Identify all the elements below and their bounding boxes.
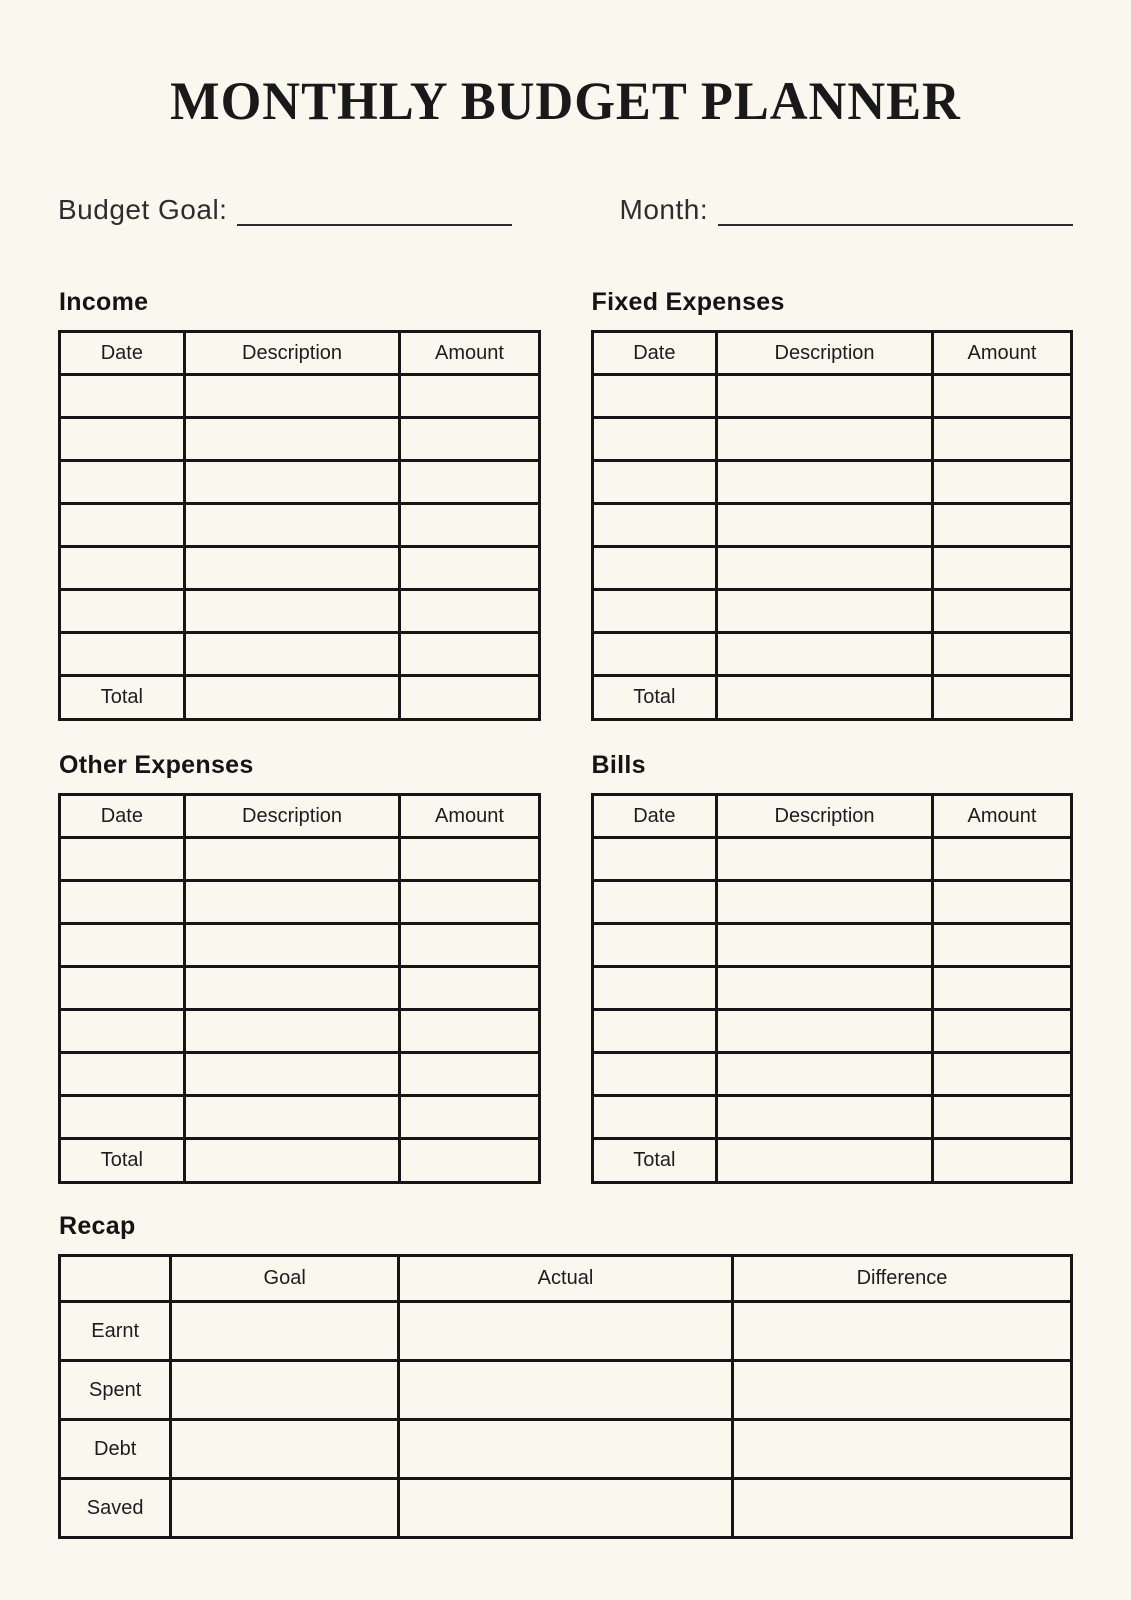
fixed-expenses-entry-cell[interactable] [717, 590, 933, 633]
recap-row-label-debt: Debt [60, 1420, 171, 1479]
income-entry-cell[interactable] [60, 547, 185, 590]
income-entry-cell[interactable] [60, 504, 185, 547]
other-expenses-entry-cell[interactable] [400, 924, 539, 967]
other-expenses-entry-cell[interactable] [60, 1010, 185, 1053]
bills-total-value-cell[interactable] [717, 1139, 933, 1183]
recap-entry-cell[interactable] [732, 1361, 1071, 1420]
fixed-expenses-entry-cell[interactable] [592, 590, 717, 633]
fixed-expenses-total-value-cell[interactable] [932, 676, 1071, 720]
income-entry-row [60, 633, 540, 676]
income-total-row [60, 676, 540, 720]
income-entry-row [60, 375, 540, 418]
month-label: Month: [619, 193, 709, 225]
bills-entry-row [592, 1096, 1072, 1139]
bills-entry-cell[interactable] [592, 838, 717, 881]
income-entry-cell[interactable] [400, 418, 539, 461]
other-expenses-total-row [60, 1139, 540, 1183]
income-total-label: Total [60, 676, 185, 720]
bills-entry-cell[interactable] [592, 1096, 717, 1139]
fixed-expenses-section [591, 288, 1074, 721]
income-entry-cell[interactable] [60, 633, 185, 676]
other-expenses-entry-cell[interactable] [400, 967, 539, 1010]
fixed-expenses-total-value-cell[interactable] [717, 676, 933, 720]
fixed-expenses-entry-cell[interactable] [932, 461, 1071, 504]
other-expenses-entry-row [60, 1053, 540, 1096]
income-entry-cell[interactable] [184, 375, 400, 418]
bills-entry-cell[interactable] [717, 1010, 933, 1053]
recap-entry-cell[interactable] [399, 1361, 733, 1420]
recap-header-row [60, 1256, 1072, 1302]
fixed-expenses-entry-row [592, 461, 1072, 504]
other-expenses-entry-cell[interactable] [400, 1010, 539, 1053]
other-expenses-entry-cell[interactable] [184, 967, 400, 1010]
bills-entry-row [592, 881, 1072, 924]
recap-corner-cell [60, 1256, 171, 1302]
bills-entry-cell[interactable] [592, 924, 717, 967]
other-expenses-total-value-cell[interactable] [184, 1139, 400, 1183]
fixed-expenses-entry-cell[interactable] [932, 418, 1071, 461]
fixed-expenses-entry-cell[interactable] [717, 418, 933, 461]
income-entry-cell[interactable] [400, 590, 539, 633]
fixed-expenses-column-header-description: Description [717, 332, 933, 375]
other-expenses-entry-cell[interactable] [60, 1053, 185, 1096]
recap-row-label-spent: Spent [60, 1361, 171, 1420]
month-input-line[interactable] [718, 186, 1073, 226]
recap-entry-cell[interactable] [732, 1302, 1071, 1361]
recap-column-header-difference: Difference [732, 1256, 1071, 1302]
bills-total-row [592, 1139, 1072, 1183]
fixed-expenses-entry-row [592, 375, 1072, 418]
fixed-expenses-entry-cell[interactable] [592, 504, 717, 547]
fixed-expenses-entry-cell[interactable] [717, 547, 933, 590]
bills-entry-cell[interactable] [717, 967, 933, 1010]
other-expenses-header-row [60, 795, 540, 838]
recap-entry-cell[interactable] [399, 1479, 733, 1538]
bills-total-label: Total [592, 1139, 717, 1183]
recap-row-spent [60, 1361, 1072, 1420]
bills-entry-cell[interactable] [932, 1010, 1071, 1053]
income-column-header-amount: Amount [400, 332, 539, 375]
recap-entry-cell[interactable] [171, 1361, 399, 1420]
income-entry-cell[interactable] [184, 461, 400, 504]
bills-entry-cell[interactable] [932, 1053, 1071, 1096]
recap-row-label-saved: Saved [60, 1479, 171, 1538]
income-entry-cell[interactable] [184, 418, 400, 461]
other-expenses-entry-cell[interactable] [184, 1096, 400, 1139]
recap-table [58, 1254, 1073, 1539]
fixed-expenses-entry-row [592, 547, 1072, 590]
budget-goal-field [58, 186, 512, 226]
other-expenses-section [58, 751, 541, 1184]
fixed-expenses-entry-cell[interactable] [717, 461, 933, 504]
income-entry-cell[interactable] [60, 461, 185, 504]
income-entry-cell[interactable] [400, 633, 539, 676]
other-expenses-total-label: Total [60, 1139, 185, 1183]
income-column-header-description: Description [184, 332, 400, 375]
bills-entry-cell[interactable] [932, 1096, 1071, 1139]
income-entry-cell[interactable] [60, 418, 185, 461]
other-expenses-title: Other Expenses [59, 751, 254, 779]
bills-entry-row [592, 1010, 1072, 1053]
fixed-expenses-entry-row [592, 590, 1072, 633]
fixed-expenses-entry-cell[interactable] [932, 547, 1071, 590]
other-expenses-entry-cell[interactable] [184, 1053, 400, 1096]
fixed-expenses-entry-cell[interactable] [717, 633, 933, 676]
month-field [562, 186, 1074, 226]
other-expenses-entry-cell[interactable] [184, 838, 400, 881]
bills-title: Bills [591, 751, 646, 779]
income-title: Income [59, 288, 149, 316]
income-entry-row [60, 504, 540, 547]
recap-entry-cell[interactable] [399, 1420, 733, 1479]
recap-entry-cell[interactable] [399, 1302, 733, 1361]
fixed-expenses-entry-cell[interactable] [592, 375, 717, 418]
header-fields [58, 186, 1073, 226]
income-total-value-cell[interactable] [184, 676, 400, 720]
income-entry-cell[interactable] [400, 375, 539, 418]
bills-table [591, 793, 1074, 1184]
other-expenses-table [58, 793, 541, 1184]
fixed-expenses-column-header-date: Date [592, 332, 717, 375]
bills-entry-cell[interactable] [592, 967, 717, 1010]
bills-entry-cell[interactable] [717, 1096, 933, 1139]
recap-row-earnt [60, 1302, 1072, 1361]
other-expenses-total-value-cell[interactable] [400, 1139, 539, 1183]
budget-goal-input-line[interactable] [237, 186, 511, 226]
income-entry-cell[interactable] [184, 504, 400, 547]
fixed-expenses-total-label: Total [592, 676, 717, 720]
other-expenses-entry-cell[interactable] [184, 924, 400, 967]
fixed-expenses-column-header-amount: Amount [932, 332, 1071, 375]
income-entry-cell[interactable] [184, 547, 400, 590]
bills-entry-cell[interactable] [592, 1010, 717, 1053]
fixed-expenses-entry-cell[interactable] [932, 633, 1071, 676]
recap-entry-cell[interactable] [732, 1420, 1071, 1479]
income-entry-cell[interactable] [184, 633, 400, 676]
income-entry-row [60, 418, 540, 461]
other-expenses-entry-cell[interactable] [400, 1053, 539, 1096]
recap-entry-cell[interactable] [732, 1479, 1071, 1538]
income-entry-cell[interactable] [400, 461, 539, 504]
other-expenses-entry-row [60, 1096, 540, 1139]
bills-column-header-amount: Amount [932, 795, 1071, 838]
other-expenses-entry-cell[interactable] [400, 881, 539, 924]
bills-entry-row [592, 1053, 1072, 1096]
bills-total-value-cell[interactable] [932, 1139, 1071, 1183]
other-expenses-entry-row [60, 881, 540, 924]
other-expenses-entry-cell[interactable] [184, 1010, 400, 1053]
fixed-expenses-entry-row [592, 504, 1072, 547]
income-entry-row [60, 461, 540, 504]
recap-title: Recap [59, 1212, 136, 1240]
bills-entry-cell[interactable] [932, 881, 1071, 924]
other-expenses-entry-cell[interactable] [400, 838, 539, 881]
other-expenses-entry-row [60, 924, 540, 967]
fixed-expenses-entry-cell[interactable] [592, 418, 717, 461]
other-expenses-entry-cell[interactable] [60, 924, 185, 967]
other-expenses-column-header-description: Description [184, 795, 400, 838]
other-expenses-column-header-date: Date [60, 795, 185, 838]
recap-column-header-actual: Actual [399, 1256, 733, 1302]
income-table [58, 330, 541, 721]
other-expenses-entry-cell[interactable] [400, 1096, 539, 1139]
income-entry-cell[interactable] [400, 547, 539, 590]
recap-entry-cell[interactable] [171, 1420, 399, 1479]
bills-column-header-description: Description [717, 795, 933, 838]
fixed-expenses-entry-cell[interactable] [932, 375, 1071, 418]
bills-entry-cell[interactable] [717, 1053, 933, 1096]
fixed-expenses-entry-cell[interactable] [592, 633, 717, 676]
bills-entry-row [592, 838, 1072, 881]
other-expenses-column-header-amount: Amount [400, 795, 539, 838]
bills-entry-cell[interactable] [932, 838, 1071, 881]
bills-entry-cell[interactable] [932, 924, 1071, 967]
fixed-expenses-entry-cell[interactable] [932, 504, 1071, 547]
income-section [58, 288, 541, 721]
fixed-expenses-entry-cell[interactable] [592, 461, 717, 504]
other-expenses-entry-cell[interactable] [60, 967, 185, 1010]
fixed-expenses-title: Fixed Expenses [591, 288, 785, 316]
bills-column-header-date: Date [592, 795, 717, 838]
bills-entry-row [592, 924, 1072, 967]
recap-row-debt [60, 1420, 1072, 1479]
fixed-expenses-entry-cell[interactable] [717, 504, 933, 547]
recap-row-saved [60, 1479, 1072, 1538]
bills-entry-cell[interactable] [592, 1053, 717, 1096]
income-entry-cell[interactable] [60, 375, 185, 418]
fixed-expenses-entry-cell[interactable] [717, 375, 933, 418]
other-expenses-entry-row [60, 967, 540, 1010]
other-expenses-entry-row [60, 838, 540, 881]
fixed-expenses-total-row [592, 676, 1072, 720]
budget-tables-grid [58, 288, 1073, 1184]
bills-entry-cell[interactable] [717, 881, 933, 924]
income-column-header-date: Date [60, 332, 185, 375]
fixed-expenses-entry-row [592, 633, 1072, 676]
recap-section [58, 1212, 1073, 1539]
recap-entry-cell[interactable] [171, 1302, 399, 1361]
page-title: MONTHLY BUDGET PLANNER [170, 71, 961, 131]
income-entry-cell[interactable] [184, 590, 400, 633]
bills-header-row [592, 795, 1072, 838]
fixed-expenses-header-row [592, 332, 1072, 375]
other-expenses-entry-cell[interactable] [60, 1096, 185, 1139]
recap-column-header-goal: Goal [171, 1256, 399, 1302]
other-expenses-entry-cell[interactable] [60, 881, 185, 924]
income-entry-cell[interactable] [400, 504, 539, 547]
bills-entry-row [592, 967, 1072, 1010]
income-header-row [60, 332, 540, 375]
budget-goal-label: Budget Goal: [58, 193, 228, 225]
income-entry-row [60, 590, 540, 633]
bills-section [591, 751, 1074, 1184]
other-expenses-entry-row [60, 1010, 540, 1053]
bills-entry-cell[interactable] [717, 838, 933, 881]
recap-row-label-earnt: Earnt [60, 1302, 171, 1361]
fixed-expenses-table [591, 330, 1074, 721]
other-expenses-entry-cell[interactable] [184, 881, 400, 924]
bills-entry-cell[interactable] [932, 967, 1071, 1010]
income-entry-row [60, 547, 540, 590]
income-entry-cell[interactable] [60, 590, 185, 633]
fixed-expenses-entry-cell[interactable] [932, 590, 1071, 633]
fixed-expenses-entry-row [592, 418, 1072, 461]
fixed-expenses-entry-cell[interactable] [592, 547, 717, 590]
recap-entry-cell[interactable] [171, 1479, 399, 1538]
other-expenses-entry-cell[interactable] [60, 838, 185, 881]
bills-entry-cell[interactable] [592, 881, 717, 924]
bills-entry-cell[interactable] [717, 924, 933, 967]
income-total-value-cell[interactable] [400, 676, 539, 720]
